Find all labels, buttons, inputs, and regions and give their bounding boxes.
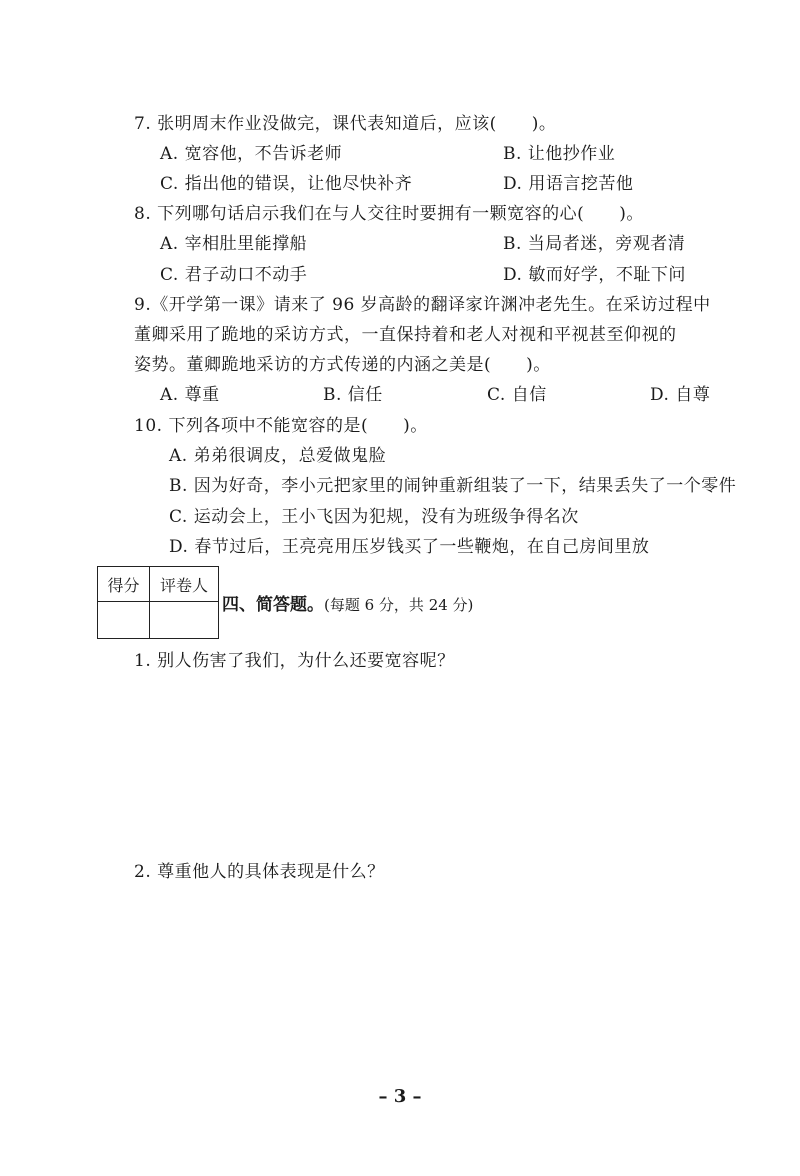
question-7-option-a: A. 宽容他，不告诉老师	[160, 144, 343, 164]
short-answer-question-2: 2. 尊重他人的具体表现是什么？	[134, 862, 385, 882]
question-9-stem-line-3: 姿势。董卿跪地采访的方式传递的内涵之美是( )。	[134, 355, 551, 375]
question-9-option-a: A. 尊重	[160, 385, 220, 405]
short-answer-question-1: 1. 别人伤害了我们，为什么还要宽容呢？	[134, 651, 455, 671]
question-9-option-c: C. 自信	[487, 385, 547, 405]
score-table	[97, 566, 219, 639]
question-10-option-b: B. 因为好奇，李小元把家里的闹钟重新组装了一下，结果丢失了一个零件	[169, 476, 737, 496]
question-10-option-c: C. 运动会上，王小飞因为犯规，没有为班级争得名次	[169, 507, 579, 527]
question-8-option-b: B. 当局者迷，旁观者清	[503, 234, 686, 254]
question-7-stem: 7. 张明周末作业没做完，课代表知道后，应该( )。	[134, 114, 557, 134]
section-scoring-note: (每题 6 分，共 24 分)	[324, 596, 474, 614]
question-8-stem: 8. 下列哪句话启示我们在与人交往时要拥有一颗宽容的心( )。	[134, 204, 644, 224]
question-8-option-d: D. 敏而好学，不耻下问	[503, 265, 686, 285]
question-9-stem-line-2: 董卿采用了跪地的采访方式，一直保持着和老人对视和平视甚至仰视的	[134, 325, 677, 345]
question-8-option-c: C. 君子动口不动手	[160, 265, 308, 285]
question-9-stem-line-1: 9.《开学第一课》请来了 96 岁高龄的翻译家许渊冲老先生。在采访过程中	[134, 295, 711, 315]
score-cell	[98, 602, 150, 639]
question-9-option-d: D. 自尊	[650, 385, 711, 405]
page-number: – 3 –	[378, 1086, 422, 1107]
question-7-option-c: C. 指出他的错误，让他尽快补齐	[160, 174, 413, 194]
grader-cell	[150, 602, 219, 639]
score-header: 得分	[98, 567, 150, 602]
question-10-option-a: A. 弟弟很调皮，总爱做鬼脸	[169, 446, 387, 466]
question-9-option-b: B. 信任	[323, 385, 383, 405]
question-7-option-d: D. 用语言挖苦他	[503, 174, 634, 194]
section-title: 四、简答题。	[222, 595, 324, 615]
question-10-option-d: D. 春节过后，王亮亮用压岁钱买了一些鞭炮，在自己房间里放	[169, 537, 650, 557]
grader-header: 评卷人	[150, 567, 219, 602]
question-8-option-a: A. 宰相肚里能撑船	[160, 234, 308, 254]
section-heading	[222, 594, 473, 616]
question-10-stem: 10. 下列各项中不能宽容的是( )。	[134, 416, 428, 436]
question-7-option-b: B. 让他抄作业	[503, 144, 616, 164]
